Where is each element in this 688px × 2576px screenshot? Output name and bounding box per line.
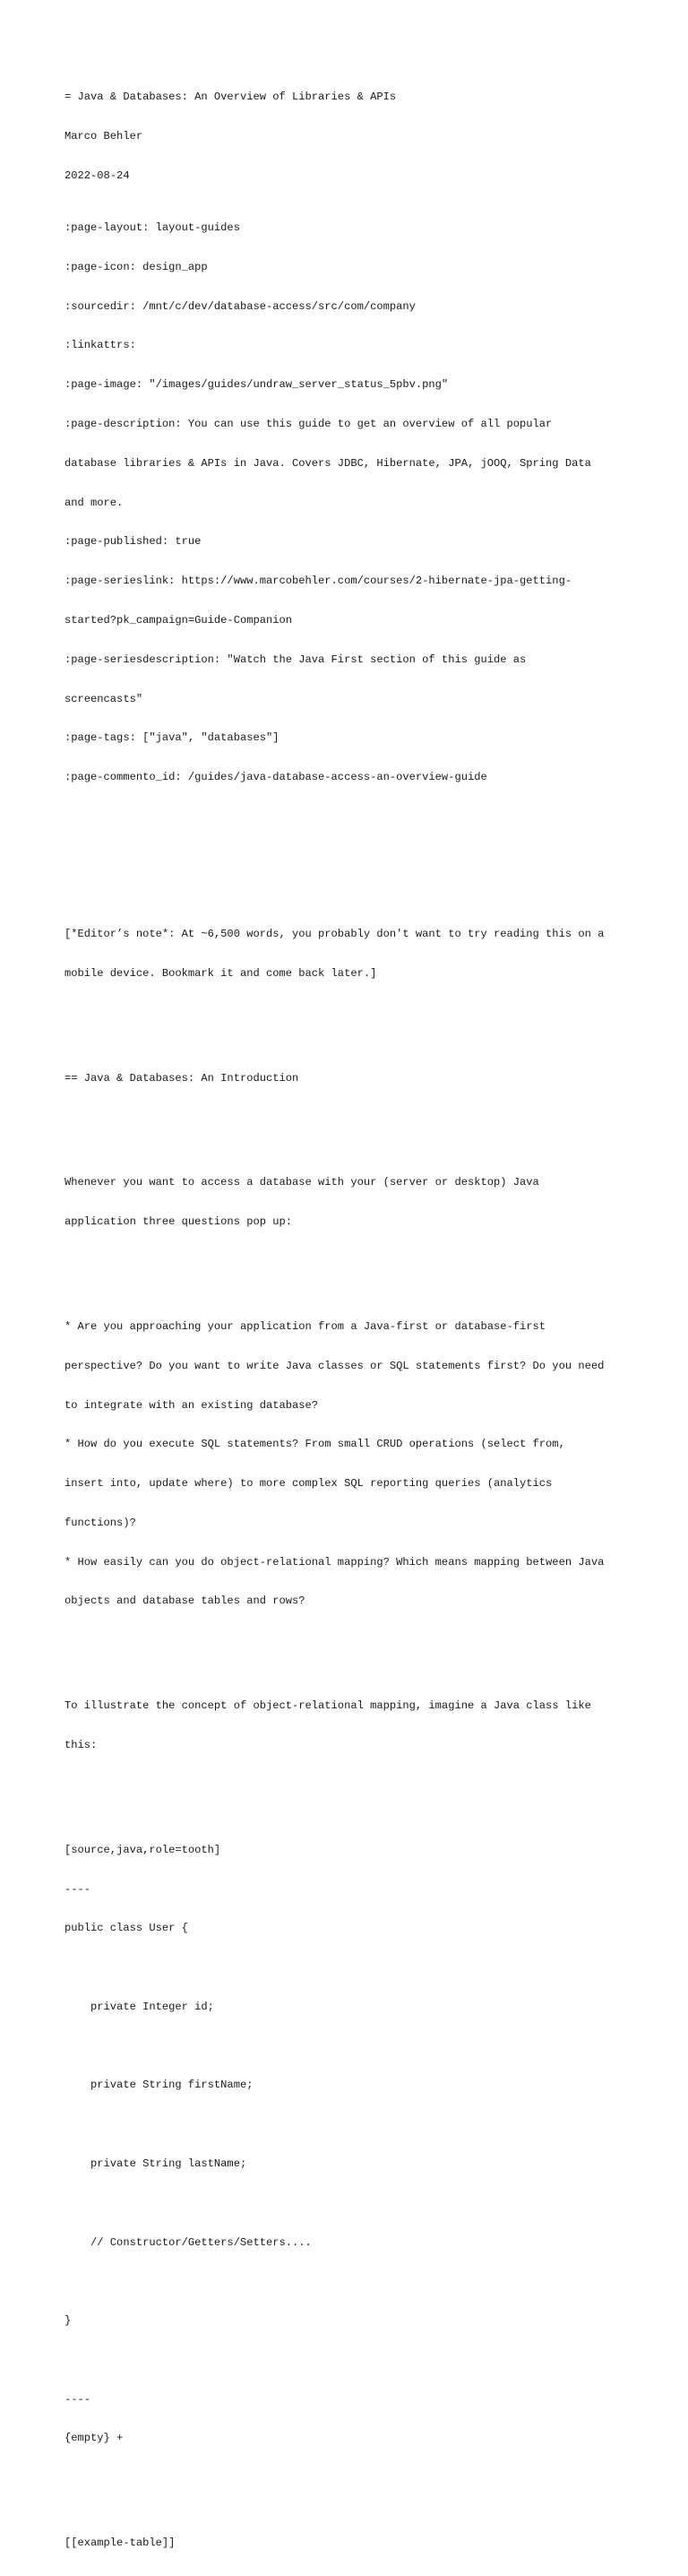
code-block-attrs: [source,java,role=tooth] [64, 1843, 221, 1856]
spacer [64, 876, 634, 889]
asciidoc-source [64, 65, 634, 2576]
spacer [64, 2275, 634, 2288]
section-heading: == Java & Databases: An Introduction [64, 1071, 299, 1085]
editor-note-cont: mobile device. Bookmark it and come back later.] [64, 966, 377, 980]
code-class-declaration: public class User { [64, 1922, 188, 1935]
illustrate-paragraph: To illustrate the concept of object-relational mapping, imagine a Java class like [64, 1699, 591, 1713]
attr-page-description-cont: database libraries & APIs in Java. Covers JDBC, Hibernate, JPA, jOOQ, Spring Data [64, 456, 591, 470]
spacer [64, 823, 634, 849]
editor-note: [*Editor’s note*: At ~6,500 words, you probably don't want to try reading this on a [64, 928, 605, 941]
spacer [64, 1791, 634, 1804]
bullet-item-cont: objects and database tables and rows? [64, 1595, 305, 1608]
attr-page-image: :page-image: "/images/guides/undraw_server_status_5pbv.png" [64, 378, 449, 392]
bullet-item-cont: insert into, update where) to more complex SQL reporting queries (analytics [64, 1477, 553, 1491]
empty-line-break: {empty} + [64, 2432, 124, 2445]
code-delimiter-start: ---- [64, 1882, 91, 1896]
attr-page-published: :page-published: true [64, 535, 202, 549]
bullet-item-cont: perspective? Do you want to write Java classes or SQL statements first? Do you need [64, 1359, 605, 1372]
bullet-item: * How easily can you do object-relational mapping? Which means mapping between Java [64, 1555, 605, 1569]
spacer [64, 2118, 634, 2131]
attr-page-tags: :page-tags: ["java", "databases"] [64, 731, 280, 745]
attr-linkattrs: :linkattrs: [64, 339, 136, 352]
code-field-firstname: private String firstName; [64, 2079, 254, 2092]
attr-sourcedir: :sourcedir: /mnt/c/dev/database-access/src/com/company [64, 299, 416, 313]
bullet-item: * Are you approaching your application from a Java-first or database-first [64, 1320, 546, 1333]
doc-date: 2022-08-24 [64, 169, 130, 182]
bullet-item: * How do you execute SQL statements? From small CRUD operations (select from, [64, 1438, 565, 1451]
attr-page-icon: :page-icon: design_app [64, 260, 208, 273]
attr-page-seriesdescription-cont: screencasts" [64, 692, 143, 705]
bullet-item-cont: functions)? [64, 1516, 136, 1529]
spacer [64, 1647, 634, 1661]
doc-title: = Java & Databases: An Overview of Libraries & APIs [64, 91, 397, 104]
code-comment: // Constructor/Getters/Setters.... [64, 2235, 312, 2249]
spacer [64, 2197, 634, 2210]
anchor-example-table: [[example-table]] [64, 2537, 176, 2550]
code-field-id: private Integer id; [64, 2000, 214, 2013]
spacer [64, 2354, 634, 2367]
bullet-item-cont: to integrate with an existing database? [64, 1398, 319, 1412]
code-field-lastname: private String lastName; [64, 2157, 247, 2170]
attr-page-seriesdescription: :page-seriesdescription: "Watch the Java First section of this guide as [64, 653, 527, 666]
spacer [64, 1019, 634, 1033]
attr-page-commento-id: :page-commento_id: /guides/java-database-access-an-overview-guide [64, 771, 487, 784]
attr-page-description: :page-description: You can use this guide to get an overview of all popular [64, 418, 553, 431]
illustrate-paragraph-cont: this: [64, 1739, 98, 1751]
spacer [64, 1124, 634, 1137]
doc-author: Marco Behler [64, 129, 143, 143]
attr-page-serieslink-cont: started?pk_campaign=Guide-Companion [64, 613, 293, 627]
intro-paragraph-cont: application three questions pop up: [64, 1215, 293, 1229]
intro-paragraph: Whenever you want to access a database with your (server or desktop) Java [64, 1176, 539, 1189]
spacer [64, 1268, 634, 1282]
code-delimiter-end: ---- [64, 2392, 91, 2406]
code-class-close: } [64, 2314, 72, 2328]
attr-page-layout: :page-layout: layout-guides [64, 221, 240, 235]
attr-page-description-end: and more. [64, 496, 124, 509]
spacer [64, 2485, 634, 2498]
spacer [64, 1961, 634, 1975]
spacer [64, 2040, 634, 2053]
attr-page-serieslink: :page-serieslink: https://www.marcobehler.com/courses/2-hibernate-jpa-getting- [64, 575, 572, 588]
